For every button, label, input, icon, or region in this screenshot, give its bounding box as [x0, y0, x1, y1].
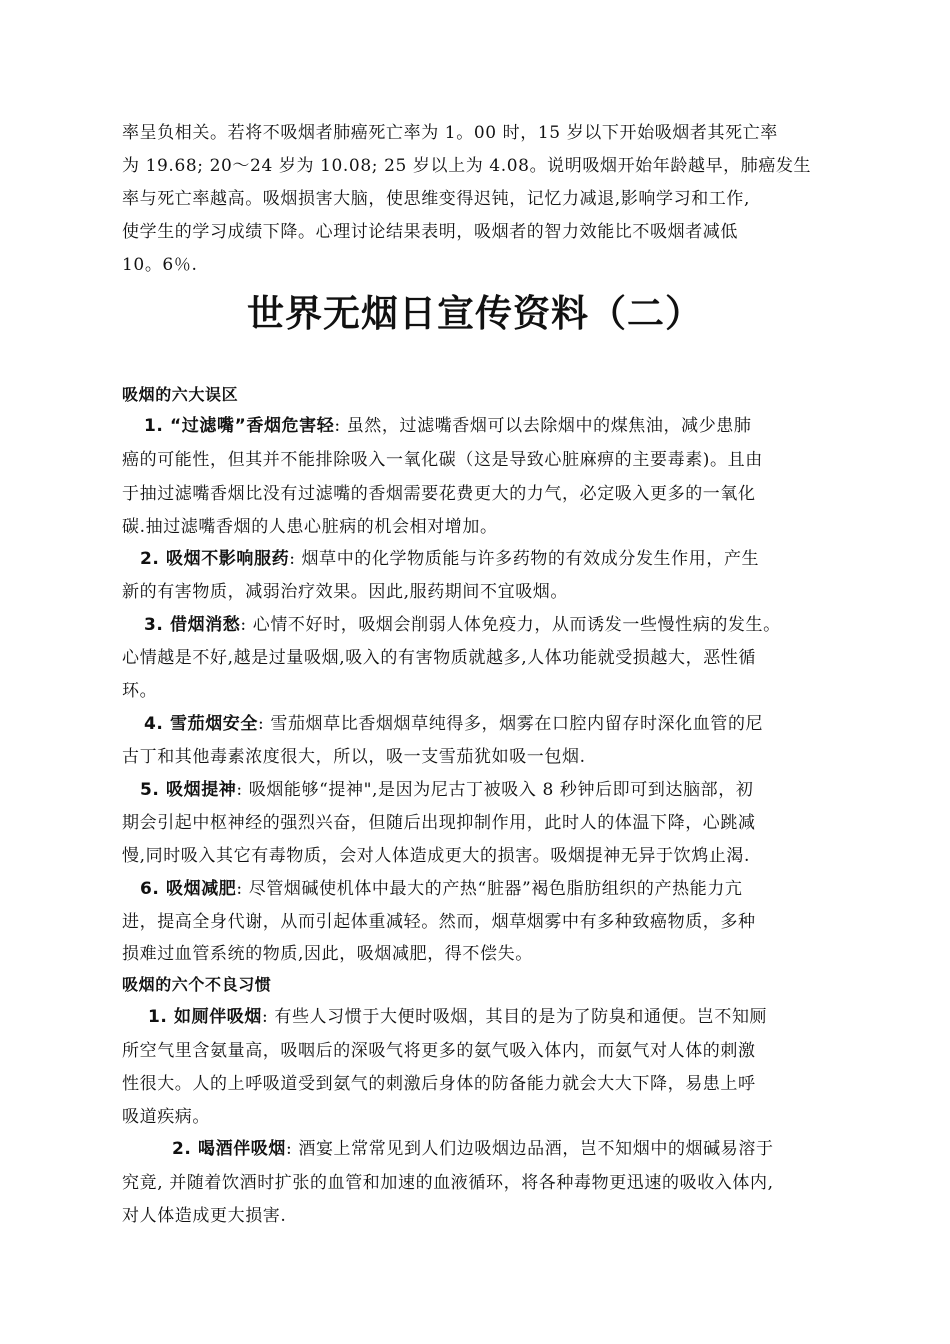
list-item [172, 1138, 774, 1160]
item-line: 于抽过滤嘴香烟比没有过滤嘴的香烟需要花费更大的力气，必定吸入更多的一氧化 [122, 484, 756, 504]
item-line: 究竟, 并随着饮酒时扩张的血管和加速的血液循环，将各种毒物更迅速的吸收入体内, [122, 1173, 774, 1193]
item-text: : 酒宴上常常见到人们边吸烟边品酒，岂不知烟中的烟碱易溶于 [286, 1139, 774, 1159]
item-line: 碳.抽过滤嘴香烟的人患心脏病的机会相对增加。 [122, 517, 498, 537]
item-text: : 尽管烟碱使机体中最大的产热“脏器”褐色脂肪组织的产热能力亢 [236, 879, 743, 899]
item-text: : 雪茄烟草比香烟烟草纯得多，烟雾在口腔内留存时深化血管的尼 [258, 714, 764, 734]
list-item [140, 878, 743, 900]
item-term: 3. 借烟消愁 [144, 615, 241, 635]
item-line: 古丁和其他毒素浓度很大，所以，吸一支雪茄犹如吸一包烟. [122, 747, 586, 767]
intro-line: 使学生的学习成绩下降。心理讨论结果表明，吸烟者的智力效能比不吸烟者减低 [122, 222, 738, 242]
item-line: 环。 [122, 681, 158, 701]
item-term: 1. 如厕伴吸烟 [148, 1007, 263, 1027]
intro-line: 10。6％. [122, 255, 198, 275]
item-text: : 心情不好时，吸烟会削弱人体免疫力，从而诱发一些慢性病的发生。 [240, 615, 781, 635]
item-term: 1. “过滤嘴”香烟危害轻 [144, 416, 335, 436]
item-term: 4. 雪茄烟安全 [144, 714, 259, 734]
intro-line: 率与死亡率越高。吸烟损害大脑，使思维变得迟钝，记忆力减退,影响学习和工作, [122, 189, 751, 209]
item-line: 所空气里含氨量高，吸咽后的深吸气将更多的氨气吸入体内，而氨气对人体的刺激 [122, 1041, 756, 1061]
item-line: 新的有害物质，减弱治疗效果。因此,服药期间不宜吸烟。 [122, 582, 569, 602]
item-line: 进，提高全身代谢，从而引起体重减轻。然而，烟草烟雾中有多种致癌物质，多种 [122, 912, 756, 932]
item-term: 6. 吸烟减肥 [140, 879, 237, 899]
page-title: 世界无烟日宣传资料（二） [247, 292, 703, 335]
item-text: : 虽然，过滤嘴香烟可以去除烟中的煤焦油，减少患肺 [334, 416, 752, 436]
item-line: 对人体造成更大损害. [122, 1206, 287, 1226]
list-item [144, 415, 752, 437]
list-item [148, 1006, 767, 1028]
item-text: : 吸烟能够“提神",是因为尼古丁被吸入 8 秒钟后即可到达脑部，初 [236, 780, 754, 800]
item-line: 期会引起中枢神经的强烈兴奋，但随后出现抑制作用，此时人的体温下降，心跳减 [122, 813, 756, 833]
item-line: 性很大。人的上呼吸道受到氨气的刺激后身体的防备能力就会大大下降，易患上呼 [122, 1074, 756, 1094]
intro-line: 为 19.68; 20～24 岁为 10.08; 25 岁以上为 4.08。说明吸烟开始年龄越早，肺癌发生 [122, 156, 812, 176]
section-heading: 吸烟的六个不良习惯 [122, 975, 272, 994]
item-text: : 有些人习惯于大便时吸烟，其目的是为了防臭和通便。岂不知厕 [262, 1007, 768, 1027]
item-term: 5. 吸烟提神 [140, 780, 237, 800]
list-item [140, 548, 759, 570]
list-item [144, 614, 781, 636]
item-term: 2. 吸烟不影响服药 [140, 549, 290, 569]
item-term: 2. 喝酒伴吸烟 [172, 1139, 287, 1159]
item-line: 心情越是不好,越是过量吸烟,吸入的有害物质就越多,人体功能就受损越大，恶性循 [122, 648, 757, 668]
intro-line: 率呈负相关。若将不吸烟者肺癌死亡率为 1。00 时，15 岁以下开始吸烟者其死亡率 [122, 123, 778, 143]
item-line: 慢,同时吸入其它有毒物质，会对人体造成更大的损害。吸烟提神无异于饮鸩止渴. [122, 846, 751, 866]
list-item [140, 779, 753, 801]
item-text: : 烟草中的化学物质能与许多药物的有效成分发生作用，产生 [289, 549, 760, 569]
section-heading: 吸烟的六大误区 [122, 385, 239, 404]
item-line: 癌的可能性，但其并不能排除吸入一氧化碳（这是导致心脏麻痹的主要毒素)。且由 [122, 450, 763, 470]
item-line: 吸道疾病。 [122, 1107, 210, 1127]
list-item [144, 713, 763, 735]
item-line: 损难过血管系统的物质,因此，吸烟减肥，得不偿失。 [122, 944, 533, 964]
